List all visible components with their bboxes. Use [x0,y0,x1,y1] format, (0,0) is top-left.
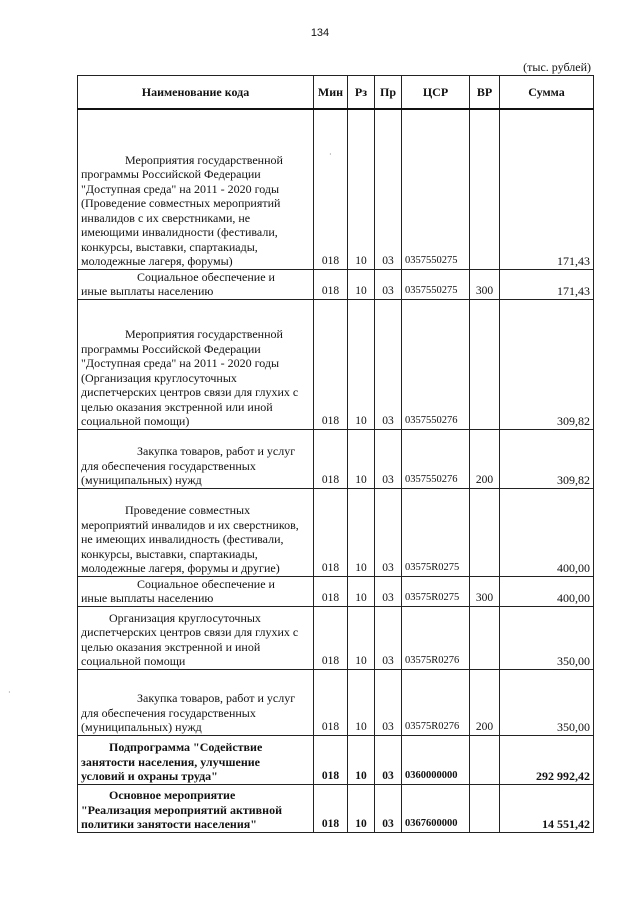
units-label: (тыс. рублей) [523,60,591,74]
row-name-line: программы Российской Федерации [81,341,261,356]
row-name-line: Подпрограмма "Содействие [109,740,263,754]
row-name-line-wrap [81,788,310,803]
row-min: 018 [314,669,348,735]
row-name [78,669,314,735]
table-row [78,299,594,429]
row-pr: 03 [375,606,402,669]
header-vr: ВР [470,76,500,110]
row-name-line: (муниципальных) нужд [81,473,202,487]
row-csr: 03575R0275 [402,576,470,606]
row-name [78,606,314,669]
row-name [78,488,314,576]
row-min: 018 [314,299,348,429]
row-name-line-wrap [81,153,310,168]
header-row [78,76,594,110]
row-name-line: конкурсы, выставки, спартакиады, [81,239,258,254]
header-name: Наименование кода [78,76,314,110]
row-rz: 10 [348,784,375,832]
table-row [78,269,594,299]
row-name-line: молодежные лагеря, форумы и другие) [81,561,280,575]
row-csr: 03575R0276 [402,606,470,669]
row-csr: 0357550276 [402,299,470,429]
row-vr: 300 [470,269,500,299]
row-name [78,735,314,784]
row-name-line: для обеспечения государственных [81,458,256,473]
row-name-line-wrap [81,327,310,342]
scan-dot: · [329,150,332,159]
row-name-line: не имеющих инвалидность (фестивали, [81,532,284,546]
row-name [78,299,314,429]
row-name-line: иные выплаты населению [81,284,214,298]
header-sum: Сумма [500,76,594,110]
budget-table [77,75,594,833]
row-name-line-wrap [81,270,310,285]
row-name-line: молодежные лагеря, форумы) [81,254,233,268]
row-min: 018 [314,606,348,669]
row-name-line: "Реализация мероприятий активной [81,802,282,817]
row-pr: 03 [375,784,402,832]
row-name-line: Закупка товаров, работ и услуг [137,444,296,458]
header-rz: Рз [348,76,375,110]
row-sum: 14 551,42 [500,784,594,832]
row-csr: 0357550276 [402,429,470,488]
row-pr: 03 [375,109,402,269]
row-name-line: политики занятости населения" [81,817,257,831]
row-vr: 200 [470,429,500,488]
row-name-line: Социальное обеспечение и [137,576,275,591]
table-row [78,784,594,832]
row-name-line: иные выплаты населению [81,591,214,605]
row-csr: 0367600000 [402,784,470,832]
row-rz: 10 [348,735,375,784]
table-row [78,735,594,784]
row-name-line-wrap [81,503,310,518]
row-name-line: Организация круглосуточных [109,610,261,625]
row-min: 018 [314,488,348,576]
row-name [78,269,314,299]
row-rz: 10 [348,109,375,269]
row-name-line: диспетчерских центров связи для глухих с [81,625,299,639]
row-name-line: социальной помощи [81,654,186,668]
row-min: 018 [314,576,348,606]
row-pr: 03 [375,576,402,606]
row-name-line: Проведение совместных [125,503,251,517]
row-csr: 0357550275 [402,269,470,299]
table-row [78,606,594,669]
row-csr: 03575R0275 [402,488,470,576]
row-vr [470,784,500,832]
header-min: Мин [314,76,348,110]
row-rz: 10 [348,269,375,299]
row-vr: 200 [470,669,500,735]
table-row [78,669,594,735]
row-name-line-wrap [81,611,310,626]
row-name-line: Социальное обеспечение и [137,269,275,284]
row-name-line: (Организация круглосуточных [81,370,237,385]
row-csr: 03575R0276 [402,669,470,735]
row-rz: 10 [348,488,375,576]
row-name [78,576,314,606]
row-pr: 03 [375,669,402,735]
row-name-line: (Проведение совместных мероприятий [81,196,281,210]
row-rz: 10 [348,606,375,669]
row-rz: 10 [348,429,375,488]
row-name-line: целью оказания экстренной и иной [81,639,261,654]
row-name-line: программы Российской Федерации [81,167,261,181]
table-row [78,429,594,488]
row-sum: 171,43 [500,109,594,269]
row-vr [470,299,500,429]
table-row [78,488,594,576]
row-csr: 0357550275 [402,109,470,269]
row-rz: 10 [348,576,375,606]
header-pr: Пр [375,76,402,110]
row-min: 018 [314,735,348,784]
row-sum: 350,00 [500,606,594,669]
row-min: 018 [314,269,348,299]
row-name-line: конкурсы, выставки, спартакиады, [81,546,258,561]
row-pr: 03 [375,488,402,576]
row-name-line: мероприятий инвалидов и их сверстников, [81,517,299,532]
row-name-line-wrap [81,740,310,755]
row-sum: 171,43 [500,269,594,299]
row-name-line: Основное мероприятие [109,788,236,802]
row-name-line: инвалидов с их сверстниками, не [81,210,251,225]
table-row [78,576,594,606]
row-name-line: социальной помощи) [81,414,190,428]
row-sum: 400,00 [500,488,594,576]
row-vr: 300 [470,576,500,606]
header-csr: ЦСР [402,76,470,110]
row-name-line: "Доступная среда" на 2011 - 2020 годы [81,181,280,196]
row-name-line: Закупка товаров, работ и услуг [137,691,296,705]
row-name-line-wrap [81,577,310,592]
row-rz: 10 [348,299,375,429]
row-name-line: Мероприятия государственной [125,327,283,341]
margin-mark: · [8,688,11,697]
row-name-line: целью оказания экстренной или иной [81,399,273,414]
row-name-line: диспетчерских центров связи для глухих с [81,385,299,399]
row-sum: 309,82 [500,299,594,429]
row-pr: 03 [375,429,402,488]
row-vr [470,488,500,576]
row-pr: 03 [375,269,402,299]
row-sum: 309,82 [500,429,594,488]
row-min: 018 [314,429,348,488]
row-name-line-wrap [81,691,310,706]
row-name [78,109,314,269]
row-csr: 0360000000 [402,735,470,784]
row-rz: 10 [348,669,375,735]
row-name-line: Мероприятия государственной [125,152,283,167]
row-min: 018 [314,784,348,832]
row-name-line: имеющими инвалидности (фестивали, [81,225,278,239]
row-sum: 400,00 [500,576,594,606]
row-vr [470,606,500,669]
row-name-line-wrap [81,444,310,459]
row-sum: 292 992,42 [500,735,594,784]
row-name [78,429,314,488]
row-vr [470,109,500,269]
page-number: 134 [310,27,330,39]
row-name-line: условий и охраны труда" [81,769,218,783]
row-vr [470,735,500,784]
row-name [78,784,314,832]
row-name-line: для обеспечения государственных [81,705,256,720]
row-name-line: занятости населения, улучшение [81,754,261,769]
row-name-line: (муниципальных) нужд [81,720,202,734]
row-name-line: "Доступная среда" на 2011 - 2020 годы [81,356,280,370]
table-row [78,109,594,269]
row-pr: 03 [375,735,402,784]
row-sum: 350,00 [500,669,594,735]
row-pr: 03 [375,299,402,429]
row-min: 018 [314,109,348,269]
